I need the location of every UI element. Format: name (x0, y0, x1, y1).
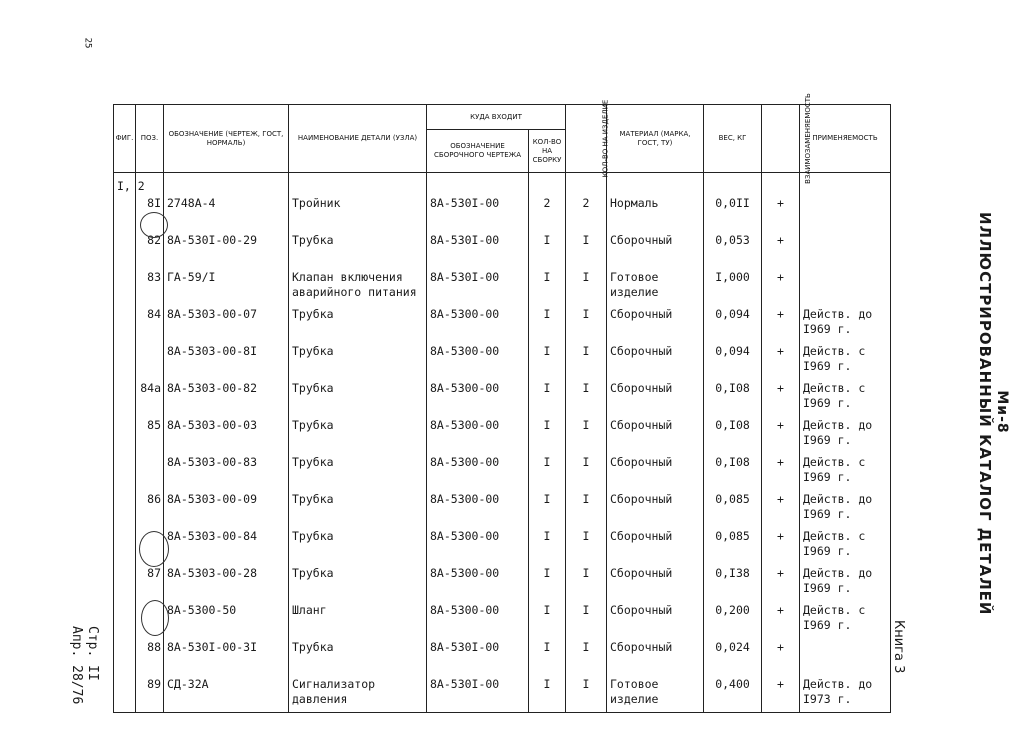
cell-weight: 0,I08 (704, 454, 762, 491)
cell-weight: 0,085 (704, 491, 762, 528)
cell-name: Трубка (289, 306, 427, 343)
col-interchangeability (762, 93, 812, 184)
cell-assembly: 8А-5300-00 (427, 306, 529, 343)
cell-weight: I,000 (704, 269, 762, 306)
cell-interchange: + (762, 269, 800, 306)
cell-applicability: Действ. с I969 г. (800, 380, 891, 417)
cell-material: Сборочный (607, 232, 704, 269)
cell-weight: 0,0II (704, 195, 762, 232)
cell-assembly: 8А-530I-00 (427, 269, 529, 306)
cell-designation: 8А-5303-00-84 (164, 528, 289, 565)
cell-assembly: 8А-5300-00 (427, 454, 529, 491)
cell-cnt: I (529, 565, 566, 602)
cell-weight: 0,085 (704, 528, 762, 565)
cell-assembly: 8А-530I-00 (427, 195, 529, 232)
cell-material: Сборочный (607, 639, 704, 676)
cell-cnt: I (529, 269, 566, 306)
cell-pos: 86 (136, 491, 164, 528)
cell-applicability (800, 269, 891, 306)
table-row (114, 454, 891, 491)
cell-weight: 0,I08 (704, 380, 762, 417)
cell-interchange: + (762, 195, 800, 232)
cell-cnt: I (529, 491, 566, 528)
cell-assembly: 8А-5300-00 (427, 491, 529, 528)
cell-interchange: + (762, 343, 800, 380)
col-fig: ФИГ. (114, 105, 136, 173)
cell-name: Тройник (289, 195, 427, 232)
table-row (114, 269, 891, 306)
cell-name: Трубка (289, 565, 427, 602)
table-row (114, 380, 891, 417)
cell-applicability: Действ. до I969 г. (800, 491, 891, 528)
cell-interchange: + (762, 454, 800, 491)
cell-name: Трубка (289, 491, 427, 528)
cell-cnt: 2 (529, 195, 566, 232)
cell-designation: 8А-5303-00-83 (164, 454, 289, 491)
cell-assembly: 8А-5300-00 (427, 528, 529, 565)
parts-catalog-table (113, 93, 891, 713)
figure-row (114, 173, 891, 195)
table-row (114, 565, 891, 602)
cell-pos: 87 (136, 565, 164, 602)
cell-assembly: 8А-5300-00 (427, 380, 529, 417)
cell-qty: I (566, 417, 607, 454)
cell-name: Трубка (289, 380, 427, 417)
cell-material: Сборочный (607, 417, 704, 454)
col-qty-per-item-label: КОЛ-ВО НА ИЗДЕЛИЕ (601, 99, 610, 178)
cell-applicability: Действ. до I969 г. (800, 306, 891, 343)
cell-fig (114, 676, 136, 713)
cell-weight: 0,I08 (704, 417, 762, 454)
book-label: Книга 3 (891, 620, 906, 674)
cell-qty: I (566, 380, 607, 417)
cell-weight: 0,200 (704, 602, 762, 639)
cell-material: Сборочный (607, 491, 704, 528)
cell-qty: I (566, 269, 607, 306)
cell-material: Готовое изделие (607, 676, 704, 713)
cell-weight: 0,400 (704, 676, 762, 713)
cell-cnt: I (529, 528, 566, 565)
page-revision (68, 626, 100, 704)
table-row (114, 602, 891, 639)
page-number: 25 (82, 37, 93, 49)
cell-weight: 0,024 (704, 639, 762, 676)
cell-interchange: + (762, 417, 800, 454)
cell-cnt: I (529, 454, 566, 491)
cell-material: Готовое изделие (607, 269, 704, 306)
cell-name: Трубка (289, 639, 427, 676)
cell-name: Шланг (289, 602, 427, 639)
cell-qty: I (566, 343, 607, 380)
figure-label: I, 2 (114, 173, 136, 195)
cell-name: Трубка (289, 417, 427, 454)
cell-fig (114, 602, 136, 639)
cell-pos: 88 (136, 639, 164, 676)
cell-qty: I (566, 602, 607, 639)
cell-weight: 0,094 (704, 306, 762, 343)
cell-qty: I (566, 565, 607, 602)
page-label: Стр. II (85, 626, 100, 681)
cell-name: Трубка (289, 232, 427, 269)
cell-qty: I (566, 232, 607, 269)
catalog-title (976, 212, 1010, 616)
cell-qty: I (566, 491, 607, 528)
cell-weight: 0,094 (704, 343, 762, 380)
cell-designation: 8А-530I-00-3I (164, 639, 289, 676)
cell-name: Клапан включения аварийного питания (289, 269, 427, 306)
cell-pos (136, 454, 164, 491)
cell-assembly: 8А-530I-00 (427, 676, 529, 713)
circle-mark-88 (141, 600, 169, 636)
cell-assembly: 8А-5300-00 (427, 417, 529, 454)
cell-interchange: + (762, 232, 800, 269)
cell-designation: ГА-59/I (164, 269, 289, 306)
cell-cnt: I (529, 380, 566, 417)
cell-interchange: + (762, 491, 800, 528)
cell-qty: I (566, 306, 607, 343)
col-material: МАТЕРИАЛ (МАРКА, ГОСТ, ТУ) (607, 105, 704, 173)
cell-material: Сборочный (607, 602, 704, 639)
cell-pos: 89 (136, 676, 164, 713)
col-name: НАИМЕНОВАНИЕ ДЕТАЛИ (УЗЛА) (289, 105, 427, 173)
cell-cnt: I (529, 417, 566, 454)
cell-cnt: I (529, 343, 566, 380)
cell-designation: 8А-5303-00-09 (164, 491, 289, 528)
cell-fig (114, 528, 136, 565)
cell-fig (114, 380, 136, 417)
cell-designation: 8А-5300-50 (164, 602, 289, 639)
cell-weight: 0,053 (704, 232, 762, 269)
cell-applicability: Действ. до I969 г. (800, 565, 891, 602)
cell-assembly: 8А-5300-00 (427, 602, 529, 639)
cell-name: Трубка (289, 343, 427, 380)
cell-fig (114, 454, 136, 491)
circle-mark-87 (139, 531, 169, 567)
cell-pos: 84а (136, 380, 164, 417)
cell-pos: 85 (136, 417, 164, 454)
col-designation: ОБОЗНАЧЕНИЕ (ЧЕРТЕЖ, ГОСТ, НОРМАЛЬ) (164, 105, 289, 173)
cell-designation: СД-32А (164, 676, 289, 713)
cell-cnt: I (529, 639, 566, 676)
cell-applicability: Действ. до I973 г. (800, 676, 891, 713)
cell-interchange: + (762, 306, 800, 343)
cell-designation: 8А-5303-00-28 (164, 565, 289, 602)
cell-fig (114, 491, 136, 528)
cell-designation: 8А-530I-00-29 (164, 232, 289, 269)
cell-fig (114, 343, 136, 380)
cell-cnt: I (529, 602, 566, 639)
cell-cnt: I (529, 676, 566, 713)
cell-applicability (800, 639, 891, 676)
cell-pos: 84 (136, 306, 164, 343)
cell-designation: 8А-5303-00-8I (164, 343, 289, 380)
cell-applicability: Действ. с I969 г. (800, 343, 891, 380)
cell-fig (114, 639, 136, 676)
cell-fig (114, 565, 136, 602)
cell-qty: 2 (566, 195, 607, 232)
cell-interchange: + (762, 380, 800, 417)
table-row (114, 306, 891, 343)
cell-assembly: 8А-5300-00 (427, 565, 529, 602)
cell-designation: 8А-5303-00-03 (164, 417, 289, 454)
cell-qty: I (566, 528, 607, 565)
table-row (114, 417, 891, 454)
cell-qty: I (566, 639, 607, 676)
cell-fig (114, 232, 136, 269)
cell-name: Сигнализатор давления (289, 676, 427, 713)
table-row (114, 639, 891, 676)
cell-interchange: + (762, 676, 800, 713)
cell-interchange: + (762, 602, 800, 639)
cell-pos: 8I (136, 195, 164, 232)
cell-material: Нормаль (607, 195, 704, 232)
cell-name: Трубка (289, 528, 427, 565)
cell-cnt: I (529, 232, 566, 269)
cell-applicability (800, 232, 891, 269)
col-qty-per-item (566, 99, 610, 178)
cell-fig (114, 417, 136, 454)
cell-weight: 0,I38 (704, 565, 762, 602)
cell-cnt: I (529, 306, 566, 343)
cell-interchange: + (762, 639, 800, 676)
cell-interchange: + (762, 528, 800, 565)
table-row (114, 232, 891, 269)
col-interchangeability-label: ВЗАИМОЗАМЕНЯЕМОСТЬ (803, 93, 812, 184)
col-assembly-designation: ОБОЗНАЧЕНИЕ СБОРОЧНОГО ЧЕРТЕЖА (427, 130, 529, 173)
cell-applicability: Действ. до I969 г. (800, 417, 891, 454)
table-row (114, 195, 891, 232)
table-row (114, 676, 891, 713)
cell-pos: 83 (136, 269, 164, 306)
cell-pos (136, 343, 164, 380)
cell-material: Сборочный (607, 565, 704, 602)
cell-applicability (800, 195, 891, 232)
cell-designation: 8А-5303-00-82 (164, 380, 289, 417)
cell-qty: I (566, 454, 607, 491)
cell-name: Трубка (289, 454, 427, 491)
cell-fig (114, 269, 136, 306)
col-pos: ПОЗ. (136, 105, 164, 173)
cell-interchange: + (762, 565, 800, 602)
cell-applicability: Действ. с I969 г. (800, 454, 891, 491)
cell-pos: 82 (136, 232, 164, 269)
cell-material: Сборочный (607, 343, 704, 380)
cell-designation: 8А-5303-00-07 (164, 306, 289, 343)
circle-mark-82 (140, 212, 168, 238)
cell-material: Сборочный (607, 306, 704, 343)
col-qty-per-assembly: КОЛ-ВО НА СБОРКУ (529, 130, 566, 173)
cell-material: Сборочный (607, 380, 704, 417)
table-row (114, 528, 891, 565)
catalog-name: ИЛЛЮСТРИРОВАННЫЙ КАТАЛОГ ДЕТАЛЕЙ (976, 212, 994, 616)
cell-material: Сборочный (607, 454, 704, 491)
col-where-used: КУДА ВХОДИТ (427, 105, 566, 130)
cell-designation: 2748А-4 (164, 195, 289, 232)
col-weight: ВЕС, КГ (704, 105, 762, 173)
cell-fig (114, 195, 136, 232)
table-row (114, 343, 891, 380)
cell-assembly: 8А-5300-00 (427, 343, 529, 380)
aircraft-model: Ми-8 (994, 390, 1010, 434)
col-applicability: ПРИМЕНЯЕМОСТЬ (800, 105, 891, 173)
cell-fig (114, 306, 136, 343)
cell-qty: I (566, 676, 607, 713)
cell-material: Сборочный (607, 528, 704, 565)
revision-date: Апр. 28/76 (69, 626, 84, 705)
table-row (114, 491, 891, 528)
cell-assembly: 8А-530I-00 (427, 639, 529, 676)
cell-assembly: 8А-530I-00 (427, 232, 529, 269)
cell-applicability: Действ. с I969 г. (800, 528, 891, 565)
cell-applicability: Действ. с I969 г. (800, 602, 891, 639)
